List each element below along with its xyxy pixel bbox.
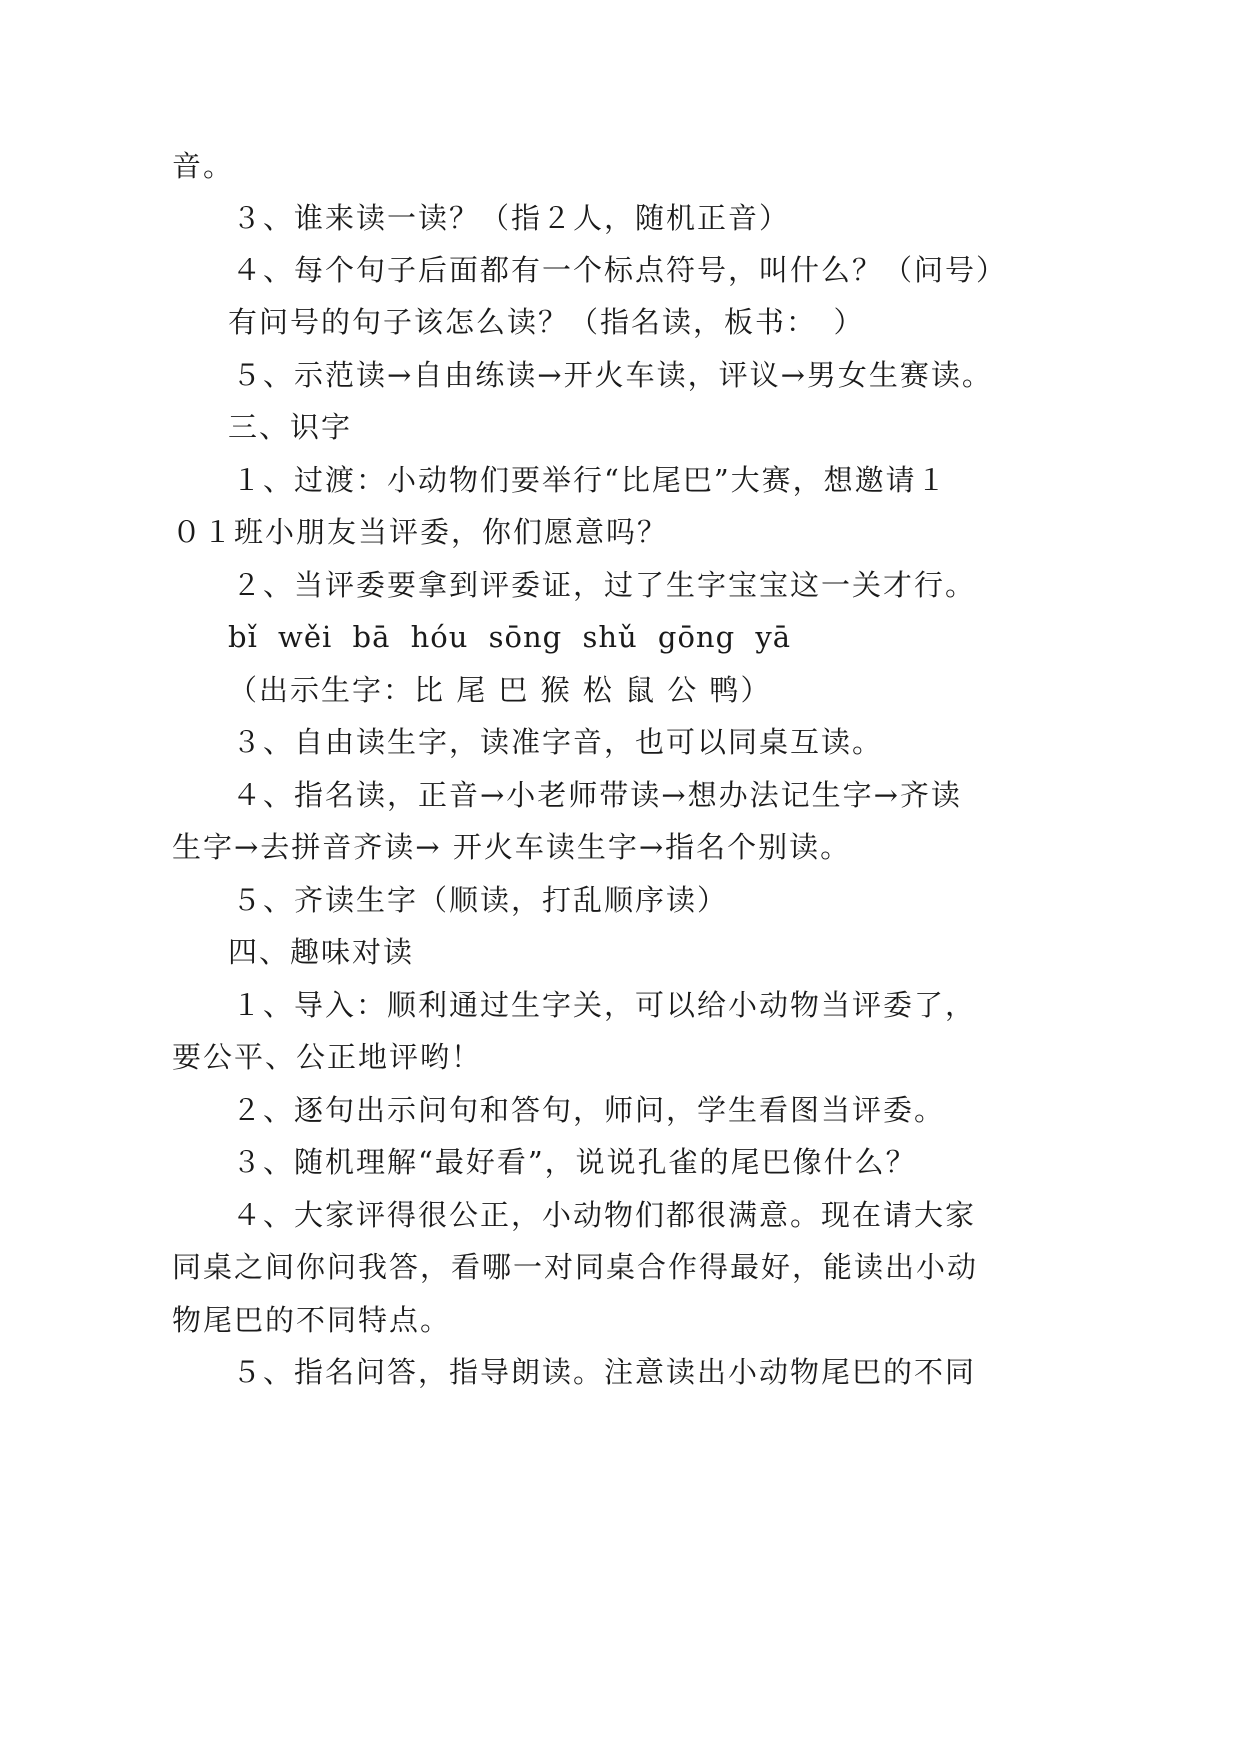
text-line: 物尾巴的不同特点。 [172,1303,452,1337]
text-line: ２、逐句出示问句和答句，师问，学生看图当评委。 [232,1093,946,1127]
text-line: ２、当评委要拿到评委证，过了生字宝宝这一关才行。 [232,568,977,602]
text-line: 生字→去拼音齐读→ 开火车读生字→指名个别读。 [172,830,852,864]
text-line: ４、每个句子后面都有一个标点符号，叫什么？（问号） [232,253,1008,287]
text-line: ４、大家评得很公正，小动物们都很满意。现在请大家 [232,1198,977,1232]
text-line: ４、指名读，正音→小老师带读→想办法记生字→齐读 [232,778,962,812]
section-heading: 三、识字 [228,410,353,444]
text-line: １、过渡：小动物们要举行“比尾巴”大赛，想邀请１ [232,463,948,497]
text-line: ５、示范读→自由练读→开火车读，评议→男女生赛读。 [232,358,993,392]
text-line: ５、指名问答，指导朗读。注意读出小动物尾巴的不同 [232,1355,977,1389]
text-line: 有问号的句子该怎么读？（指名读，板书： ） [228,305,865,339]
text-line: １、导入：顺利通过生字关，可以给小动物当评委了， [232,988,977,1022]
text-line: ３、随机理解“最好看”，说说孔雀的尾巴像什么？ [232,1145,917,1179]
text-line: （出示生字：比 尾 巴 猴 松 鼠 公 鸭） [228,673,772,707]
text-line: ０１班小朋友当评委，你们愿意吗？ [172,515,669,549]
section-heading: 四、趣味对读 [228,935,415,969]
text-line: ３、谁来读一读？（指２人，随机正音） [232,201,791,235]
text-line: ３、自由读生字，读准字音，也可以同桌互读。 [232,725,884,759]
pinyin-line: bǐ wěi bā hóu sōng shǔ gōng yā [228,620,792,654]
text-line: 同桌之间你问我答，看哪一对同桌合作得最好，能读出小动 [172,1250,979,1284]
text-line: ５、齐读生字（顺读，打乱顺序读） [232,883,729,917]
text-line: 要公平、公正地评哟！ [172,1040,483,1074]
text-line: 音。 [172,149,235,183]
